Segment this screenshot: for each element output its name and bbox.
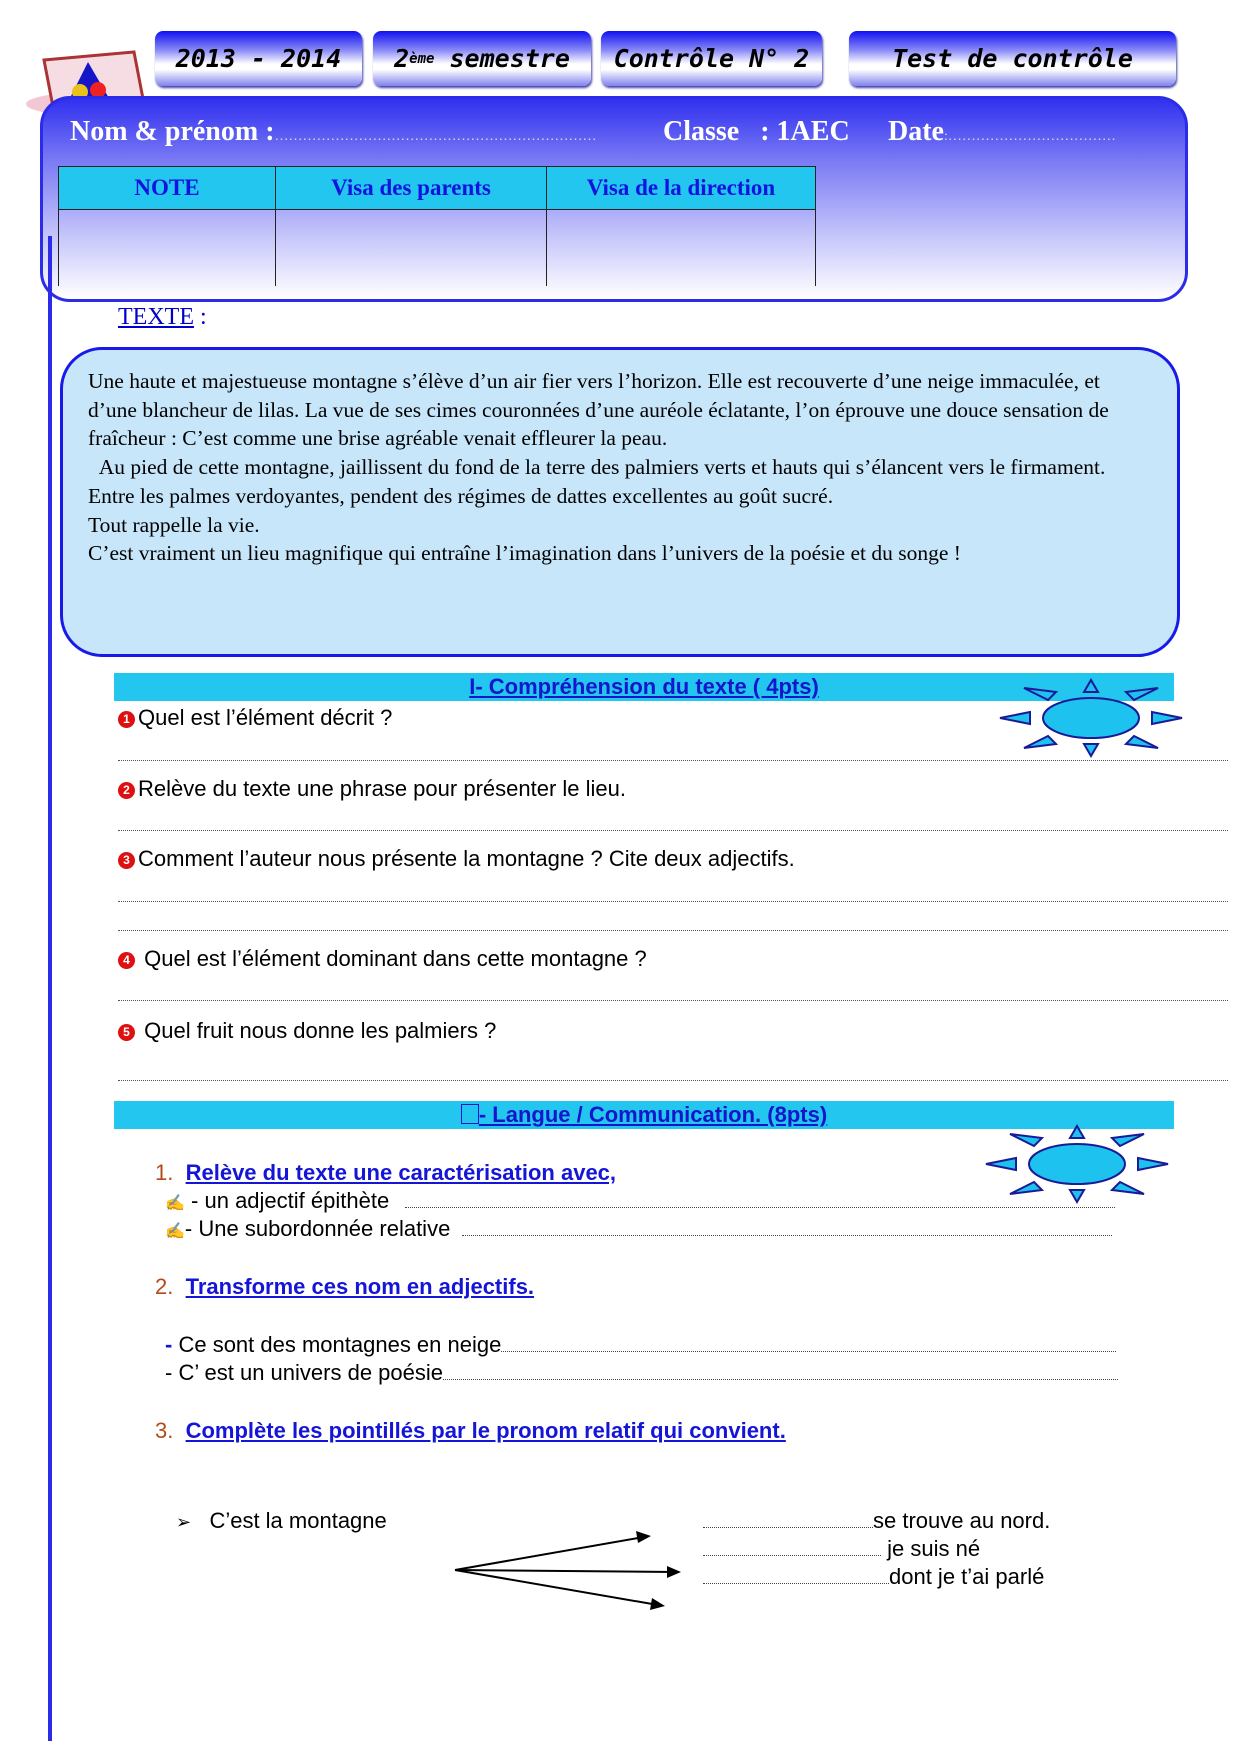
- class-field: [663, 116, 850, 148]
- name-label: Nom & prénom :: [70, 116, 275, 147]
- text-label: TEXTE :: [118, 304, 207, 330]
- question-text: Relève du texte une phrase pour présenter le lieu.: [138, 776, 626, 801]
- question-4: [118, 946, 647, 972]
- answer-dotted-line[interactable]: [703, 1569, 889, 1584]
- answer-dotted-line[interactable]: [462, 1221, 1112, 1236]
- question-3: [118, 846, 795, 872]
- exercise-1-item-epithete: ✍ - un adjectif épithète: [165, 1188, 1115, 1214]
- paragraph: Entre les palmes verdoyantes, pendent des régimes de dattes excellentes au goût sucré.: [88, 483, 834, 508]
- question-text: Comment l’auteur nous présente la montagne ? Cite deux adjectifs.: [138, 846, 795, 871]
- note-header: NOTE: [59, 167, 276, 210]
- exercise-3-stem: ➢ C’est la montagne: [176, 1508, 387, 1533]
- answer-line[interactable]: [118, 1000, 1228, 1001]
- exercise-1-item-relative: ✍- Une subordonnée relative: [165, 1216, 1112, 1242]
- section-comprehension-title: I- Compréhension du texte ( 4pts): [114, 673, 1174, 701]
- answer-line[interactable]: [118, 830, 1228, 831]
- question-text: Quel est l’élément décrit ?: [138, 705, 393, 730]
- direction-visa-cell[interactable]: [547, 210, 816, 287]
- question-2: [118, 776, 626, 802]
- semester-number: 2: [394, 44, 410, 73]
- name-field[interactable]: [70, 116, 597, 148]
- question-5: [118, 1018, 496, 1044]
- semester-superscript: ème: [409, 50, 435, 67]
- semester-word: semestre: [449, 44, 570, 73]
- school-year: 2013 - 2014: [175, 44, 342, 73]
- paragraph: C’est vraiment un lieu magnifique qui entraîne l’imagination dans l’univers de la poésie et du songe !: [88, 541, 961, 566]
- exercise-title: Complète les pointillés par le pronom relatif qui convient.: [185, 1418, 786, 1443]
- semester-tab: [373, 31, 591, 86]
- question-text: Quel est l’élément dominant dans cette montagne ?: [138, 946, 647, 971]
- answer-dotted-line[interactable]: [443, 1365, 1118, 1380]
- exercise-title: Relève du texte une caractérisation avec,: [185, 1160, 617, 1185]
- date-label: Date: [888, 116, 944, 147]
- exercise-number: 2.: [155, 1274, 174, 1299]
- class-label: Classe: [663, 116, 740, 147]
- direction-visa-header: Visa de la direction: [547, 167, 816, 210]
- answer-dotted-line[interactable]: [501, 1337, 1116, 1352]
- test-type-tab: [849, 31, 1176, 86]
- control-number: Contrôle N° 2: [613, 44, 810, 73]
- question-number-bullet: 1: [118, 711, 135, 728]
- answer-dotted-line[interactable]: [703, 1513, 873, 1528]
- answer-line[interactable]: [118, 1080, 1228, 1081]
- date-dotted-line: :………………………………: [943, 129, 1116, 144]
- dash-marker: -: [165, 1332, 179, 1357]
- note-cell[interactable]: [59, 210, 276, 287]
- section-glyph: [461, 1104, 479, 1124]
- exercise-3-ending-3: dont je t’ai parlé: [703, 1564, 1044, 1590]
- parents-visa-header: Visa des parents: [276, 167, 547, 210]
- exercise-2-item-poesie: - C’ est un univers de poésie: [165, 1360, 1118, 1386]
- answer-line[interactable]: [118, 760, 1228, 761]
- question-number-bullet: 3: [118, 852, 135, 869]
- class-value: : 1AEC: [760, 116, 850, 147]
- grading-table: [58, 166, 816, 286]
- arrow-bullet-icon: ➢: [176, 1512, 192, 1532]
- text-passage: [88, 367, 1148, 568]
- name-dotted-line: ……………………………………………………………: [274, 129, 597, 144]
- control-number-tab: [601, 31, 822, 86]
- question-number-bullet: 5: [118, 1024, 135, 1041]
- exercise-3-ending-2: je suis né: [703, 1536, 980, 1562]
- question-1: [118, 705, 392, 731]
- section-language-title: - Langue / Communication. (8pts): [114, 1101, 1174, 1129]
- school-year-tab: [155, 31, 362, 86]
- date-field[interactable]: [888, 116, 1116, 148]
- exercise-3-ending-1: se trouve au nord.: [703, 1508, 1050, 1534]
- exercise-3-heading: [155, 1418, 786, 1444]
- test-type: Test de contrôle: [892, 44, 1133, 73]
- pen-icon: ✍: [165, 1195, 185, 1212]
- paragraph: Une haute et majestueuse montagne s’élève d’un air fier vers l’horizon. Elle est recouverte d’une neige immaculée, et d’une blancheur de lilas. La vue de ses cimes couronnées d’une auréole éclatante, l’on éprouve une douce sensation de fraîcheur : C’est comme une brise agréable venait effleurer la peau.: [88, 369, 1109, 451]
- paragraph: Au pied de cette montagne, jaillissent du fond de la terre des palmiers verts et hauts qui s’élancent vers le firmament.: [98, 455, 1106, 480]
- answer-line[interactable]: [118, 901, 1228, 902]
- answer-dotted-line[interactable]: [703, 1541, 881, 1556]
- exercise-2-heading: [155, 1274, 534, 1300]
- exercise-number: 3.: [155, 1418, 174, 1443]
- pen-icon: ✍: [165, 1223, 185, 1240]
- parents-visa-cell[interactable]: [276, 210, 547, 287]
- sun-icon: [996, 678, 1186, 758]
- question-number-bullet: 4: [118, 952, 135, 969]
- exercise-2-item-neige: - Ce sont des montagnes en neige: [165, 1332, 1116, 1358]
- answer-dotted-line[interactable]: [405, 1193, 1115, 1208]
- exercise-title: Transforme ces nom en adjectifs.: [185, 1274, 535, 1299]
- paragraph: Tout rappelle la vie.: [88, 512, 260, 537]
- question-text: Quel fruit nous donne les palmiers ?: [138, 1018, 497, 1043]
- answer-line[interactable]: [118, 930, 1228, 931]
- question-number-bullet: 2: [118, 782, 135, 799]
- exercise-number: 1.: [155, 1160, 174, 1185]
- relative-pronoun-arrows: [450, 1490, 690, 1610]
- left-margin-rule: [48, 236, 52, 1741]
- exercise-1-heading: [155, 1160, 616, 1186]
